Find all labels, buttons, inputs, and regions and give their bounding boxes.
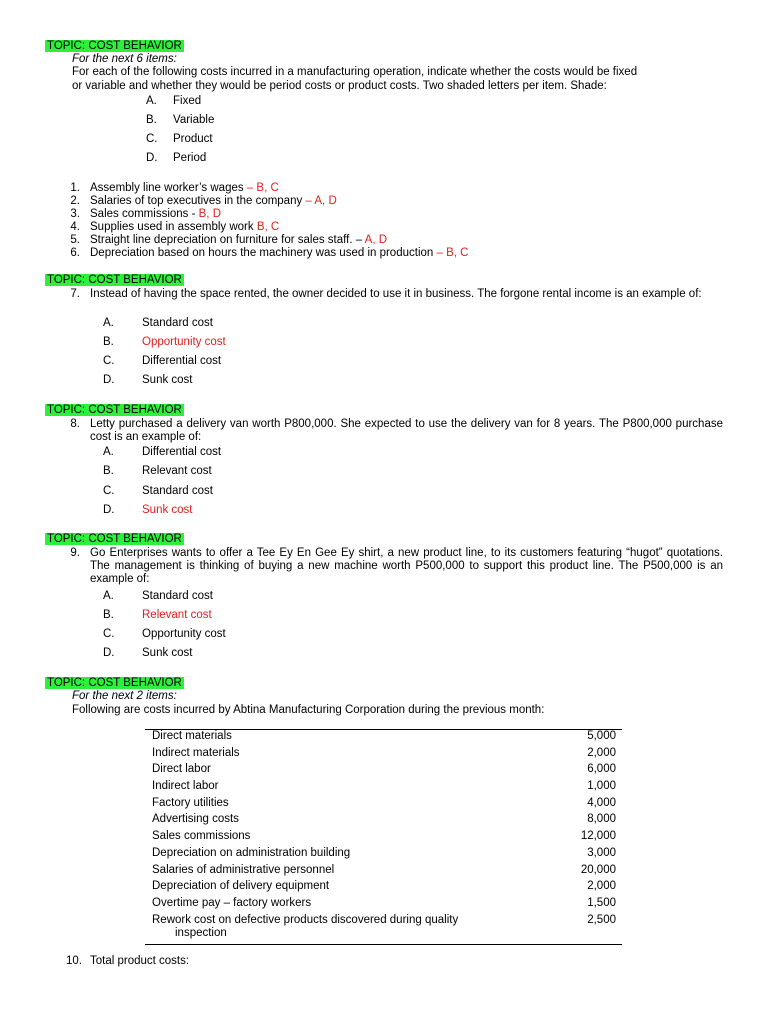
cost-amount: 8,000 bbox=[587, 813, 616, 826]
cost-name: Direct labor bbox=[152, 763, 211, 776]
topic-heading: TOPIC: COST BEHAVIOR bbox=[47, 274, 182, 286]
topic-heading: TOPIC: COST BEHAVIOR bbox=[47, 40, 182, 52]
question-text: Total product costs: bbox=[90, 955, 190, 967]
subhead: For the next 2 items: bbox=[72, 690, 177, 702]
instructions-line-2: or variable and whether they would be period costs or product costs. Two shaded letters per item. Shade: bbox=[72, 80, 607, 92]
option-letter: C. bbox=[103, 485, 115, 497]
option-letter: C. bbox=[146, 133, 158, 145]
intro-text: Following are costs incurred by Abtina Manufacturing Corporation during the previous month: bbox=[72, 704, 545, 716]
item-text: Depreciation based on hours the machinery was used in production bbox=[90, 247, 434, 259]
item-text: Straight line depreciation on furniture for sales staff. – bbox=[90, 234, 365, 246]
question-text: Letty purchased a delivery van worth P800,000. She expected to use the delivery van for 8 years. The P800,000 purchase cost is an example of: bbox=[90, 418, 723, 443]
cost-amount: 5,000 bbox=[587, 730, 616, 742]
table-row bbox=[145, 813, 622, 830]
cost-name: Rework cost on defective products discovered during quality bbox=[152, 913, 459, 926]
option-letter: B. bbox=[146, 114, 157, 126]
item-text: Supplies used in assembly work bbox=[90, 221, 257, 233]
option-letter: B. bbox=[103, 609, 114, 621]
item-text: Sales commissions - bbox=[90, 208, 199, 220]
answer: – B, C bbox=[243, 182, 279, 194]
option-text: Sunk cost bbox=[142, 374, 193, 386]
topic-heading: TOPIC: COST BEHAVIOR bbox=[47, 533, 182, 545]
cost-amount: 3,000 bbox=[587, 846, 616, 859]
item-text: Assembly line worker’s wages bbox=[90, 182, 244, 194]
table-row bbox=[145, 797, 622, 814]
topic-heading: TOPIC: COST BEHAVIOR bbox=[47, 404, 182, 416]
subhead: For the next 6 items: bbox=[72, 53, 177, 65]
list-item bbox=[90, 208, 221, 221]
table-row bbox=[145, 897, 622, 914]
option-letter: D. bbox=[103, 647, 115, 659]
option-letter: D. bbox=[103, 504, 115, 516]
table-row bbox=[145, 914, 622, 945]
option-text: Standard cost bbox=[142, 317, 213, 329]
option-text: Standard cost bbox=[142, 590, 213, 602]
option-text: Relevant cost bbox=[142, 465, 212, 477]
option-text: Sunk cost bbox=[142, 647, 193, 659]
item-number: 3. bbox=[70, 208, 80, 220]
option-letter: A. bbox=[103, 446, 114, 458]
table-row bbox=[145, 847, 622, 864]
list-item bbox=[90, 247, 468, 260]
cost-amount: 2,000 bbox=[587, 746, 616, 759]
cost-name: Depreciation on administration building bbox=[152, 846, 351, 859]
item-number: 4. bbox=[70, 221, 80, 233]
table-row bbox=[145, 864, 622, 881]
cost-name: Sales commissions bbox=[152, 830, 251, 843]
list-item bbox=[90, 182, 279, 195]
option-text: Variable bbox=[173, 114, 215, 126]
cost-name: Indirect materials bbox=[152, 746, 240, 759]
option-letter: D. bbox=[146, 152, 158, 164]
answer: A, D bbox=[364, 234, 388, 246]
cost-name: Direct materials bbox=[152, 730, 232, 742]
option-letter: B. bbox=[103, 465, 114, 477]
option-text: Differential cost bbox=[142, 446, 222, 458]
option-letter: D. bbox=[103, 374, 115, 386]
table-row bbox=[145, 730, 622, 747]
question-text: Go Enterprises wants to offer a Tee Ey En Gee Ey shirt, a new product line, to its customers featuring “hugot” quotations. The management is thinking of buying a new machine worth P500,000 to support this product line. The P500,000 is an example of: bbox=[90, 547, 723, 585]
option-text: Differential cost bbox=[142, 355, 222, 367]
option-letter: A. bbox=[103, 590, 114, 602]
answer: B, C bbox=[256, 221, 280, 233]
cost-name: Salaries of administrative personnel bbox=[152, 863, 335, 876]
correct-option-text: Relevant cost bbox=[142, 609, 212, 621]
item-number: 5. bbox=[70, 234, 80, 246]
item-number: 1. bbox=[70, 182, 80, 194]
list-item bbox=[90, 234, 387, 247]
cost-amount: 4,000 bbox=[587, 796, 616, 809]
instructions-line-1: For each of the following costs incurred in a manufacturing operation, indicate whether the costs would be fixed bbox=[72, 66, 638, 78]
item-number: 2. bbox=[70, 195, 80, 207]
table-row bbox=[145, 747, 622, 764]
option-letter: A. bbox=[103, 317, 114, 329]
option-letter: A. bbox=[146, 95, 157, 107]
question-number: 9. bbox=[70, 547, 80, 559]
item-number: 6. bbox=[70, 247, 80, 259]
item-text: Salaries of top executives in the company bbox=[90, 195, 303, 207]
cost-amount: 6,000 bbox=[587, 763, 616, 776]
option-text: Standard cost bbox=[142, 485, 213, 497]
table-row bbox=[145, 830, 622, 847]
cost-name: Depreciation of delivery equipment bbox=[152, 880, 330, 893]
cost-table bbox=[145, 729, 622, 945]
option-letter: C. bbox=[103, 628, 115, 640]
answer: B, D bbox=[198, 208, 222, 220]
table-row bbox=[145, 763, 622, 780]
correct-option-text: Opportunity cost bbox=[142, 336, 226, 348]
table-row bbox=[145, 880, 622, 897]
option-text: Opportunity cost bbox=[142, 628, 226, 640]
list-item bbox=[90, 221, 279, 234]
cost-amount: 20,000 bbox=[580, 863, 616, 876]
option-text: Product bbox=[173, 133, 213, 145]
question-text: Instead of having the space rented, the owner decided to use it in business. The forgone rental income is an example of: bbox=[90, 288, 702, 300]
table-row bbox=[145, 780, 622, 797]
cost-name: Factory utilities bbox=[152, 796, 229, 809]
answer: – B, C bbox=[433, 247, 469, 259]
cost-amount: 2,500 bbox=[587, 913, 616, 926]
cost-amount: 2,000 bbox=[587, 880, 616, 893]
cost-name: Advertising costs bbox=[152, 813, 239, 826]
cost-name: Indirect labor bbox=[152, 780, 219, 793]
option-letter: B. bbox=[103, 336, 114, 348]
correct-option-text: Sunk cost bbox=[142, 504, 193, 516]
option-text: Fixed bbox=[173, 95, 202, 107]
topic-heading: TOPIC: COST BEHAVIOR bbox=[47, 677, 182, 689]
list-item bbox=[90, 195, 337, 208]
option-letter: C. bbox=[103, 355, 115, 367]
question-number: 8. bbox=[70, 418, 80, 430]
option-text: Period bbox=[173, 152, 207, 164]
question-number: 10. bbox=[66, 955, 82, 967]
cost-amount: 12,000 bbox=[580, 830, 616, 843]
cost-amount: 1,000 bbox=[587, 780, 616, 793]
cost-amount: 1,500 bbox=[587, 896, 616, 909]
cost-name: Overtime pay – factory workers bbox=[152, 896, 312, 909]
answer: – A, D bbox=[302, 195, 337, 207]
cost-name-cell bbox=[145, 914, 567, 945]
question-number: 7. bbox=[70, 288, 80, 300]
cost-name-continued: inspection bbox=[175, 926, 227, 939]
